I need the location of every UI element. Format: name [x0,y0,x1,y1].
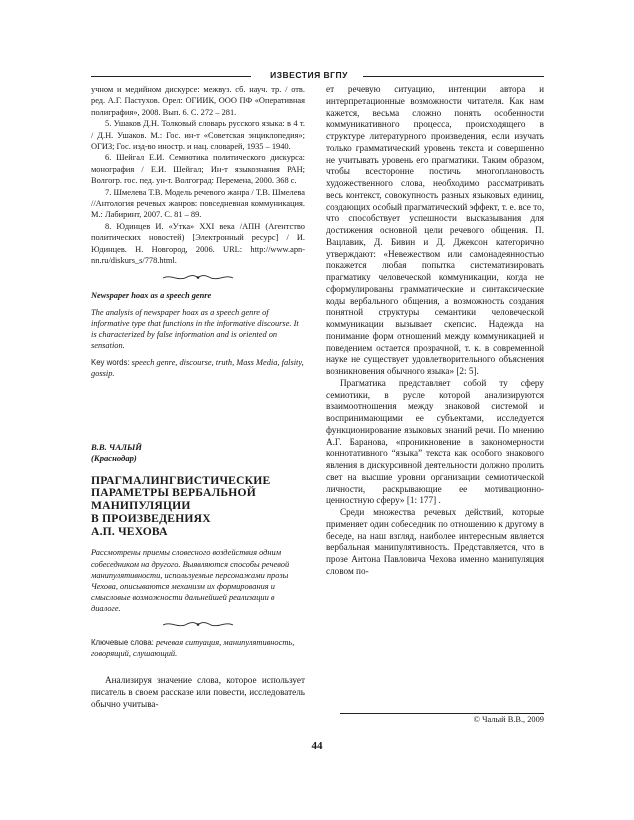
english-keywords-label: Key words: [91,357,130,367]
body-paragraph: ет речевую ситуацию, интенции автора и интерпретационные возможности читателя. Как нам кажется, весьма сложно понять особенности коммуникативного процесса, происходящего в структуре литературного произведения, если изучать только грамматический уровень текста и совершенно не учитывать уровень его прагматики. Таким образом, чтобы всесторонне постичь многоплановость художественного слова, необходимо рассматривать весь контекст, совокупность разных языковых единиц, создающих особый прагматический эффект, т. е. все то, что способствует успешности высказывания для достижения основной цели речевого общения. П. Вацлавик, Д. Бивин и Д. Джексон категорично утверждают: «Невежеством или самонадеянностью покажется любая попытка систематизировать прагматику человеческой коммуникации, когда не сформулированы грамматические и синтаксические коды вербального общения, а возможность создания понятной структуры семантики человеческой коммуникации вызывает скепсис. Надежда на понимание форм отношений между коммуникацией и поведением остается прозрачной, т. к. в современной науке не существует удовлетворительного объяснения возникновения обычного языка» [2: 5]. [326,84,544,376]
spacer [91,379,305,442]
reference-8: 8. Юдинцев И. «Утка» XXI века /АПН (Агентство политических новостей) [Электронный ресурс] / И. Юдинцев. Н. Новгород, 2006. URL: http://www.apn-nn.ru/diskurs_s/778.html. [91,221,305,266]
footnote-rule [340,713,544,714]
author-city: (Краснодар) [91,452,137,463]
article-keywords-value: речевая ситуация, манипулятивность, говорящий, слушающий. [91,638,295,659]
article-title-line: А.П. ЧЕХОВА [91,524,168,538]
left-column [91,84,305,710]
article-title [91,475,305,539]
article-keywords-label: Ключевые слова: [91,638,154,648]
copyright-text: © Чалый В.В., 2009 [473,715,544,724]
reference-6: 6. Шейгал Е.И. Семиотика политического дискурса: монография / Е.И. Шейгал; Ин-т языкознания РАН; Волгогр. гос. пед. ун-т. Волгоград: Перемена, 2000. 368 с. [91,153,305,186]
body-paragraph: Прагматика представляет собой ту сферу семиотики, в русле которой анализируются взаимоотношения между знаковой системой и воспринимающими ее субъектами, исследуется функционирование языковых знаний речи. По мнению А.Г. Баранова, «проникновение в закономерности коннотативного “языка” текста как особого знакового явления в дискурсивной деятельности должно пролить свет на высшие уровни организации семиотической личности, раскрывающие ее мотивационно-ценностную сферу» [1: 177] . [326,377,544,506]
ornament-divider-icon [161,619,235,630]
article-keywords [91,637,305,659]
article-title-line: МАНИПУЛЯЦИИ [91,499,191,513]
article-annotation: Рассмотрены приемы словесного воздействия одним собеседником на другого. Выявляются способы речевой манипулятивности, используемые персонажами прозы Чехова, описываются механизм их формирования и смысловые возможности дальнейшей реализации в диалоге. [91,548,290,613]
article-title-line: ПРАГМАЛИНГВИСТИЧЕСКИЕ [91,473,271,487]
copyright-note [340,715,544,724]
body-paragraph-start: Анализируя значение слова, которое использует писатель в своем рассказе или повести, исследователь обычно учитыва- [91,675,305,709]
reference-5: 5. Ушаков Д.Н. Толковый словарь русского языка: в 4 т. / Д.Н. Ушаков. М.: Гос. ин-т «Советская энциклопедия»; ОГИЗ; Гос. изд-во иностр. и нац. словарей, 1935 – 1940. [91,119,305,152]
body-paragraph: Среди множества речевых действий, которые применяет один собеседник по отношению к другому в беседе, на наш взгляд, наиболее интересным является вербальная манипулятивность. Представляется, что в прозе Антона Павловича Чехова именно манипуляция словом по- [326,507,544,576]
reference-7: 7. Шмелева Т.В. Модель речевого жанра / Т.В. Шмелева //Антология речевых жанров: повседневная коммуникация. М.: Лабиринт, 2007. С. 81 – 89. [91,187,305,220]
article-title-line: В ПРОИЗВЕДЕНИЯХ [91,511,211,525]
journal-title: ИЗВЕСТИЯ ВГПУ [270,70,348,80]
reference-continued: учном и медийном дискурсе: межвуз. сб. науч. тр. / отв. ред. А.Г. Пастухов. Орел: ОГИИК, ООО ПФ «Оперативная полиграфия», 2008. Вып. 6. С. 272 – 281. [91,85,305,117]
header-rule-right [363,76,544,77]
page-number: 44 [311,740,323,752]
english-abstract: The analysis of newspaper hoax as a speech genre of informative type that functions in the informative discourse. It is characterized by false information and is oriented on sensation. [91,307,299,350]
english-keywords-value: speech genre, discourse, truth, Mass Media, falsity, gossip. [91,357,304,378]
english-keywords [91,357,305,379]
article-title-line: ПАРАМЕТРЫ ВЕРБАЛЬНОЙ [91,486,256,500]
english-title: Newspaper hoax as a speech genre [91,290,212,300]
right-column [326,84,544,578]
header-rule-left [91,76,251,77]
ornament-divider-icon [161,272,235,283]
author-name: В.В. ЧАЛЫЙ [91,441,142,452]
running-header [91,70,544,82]
